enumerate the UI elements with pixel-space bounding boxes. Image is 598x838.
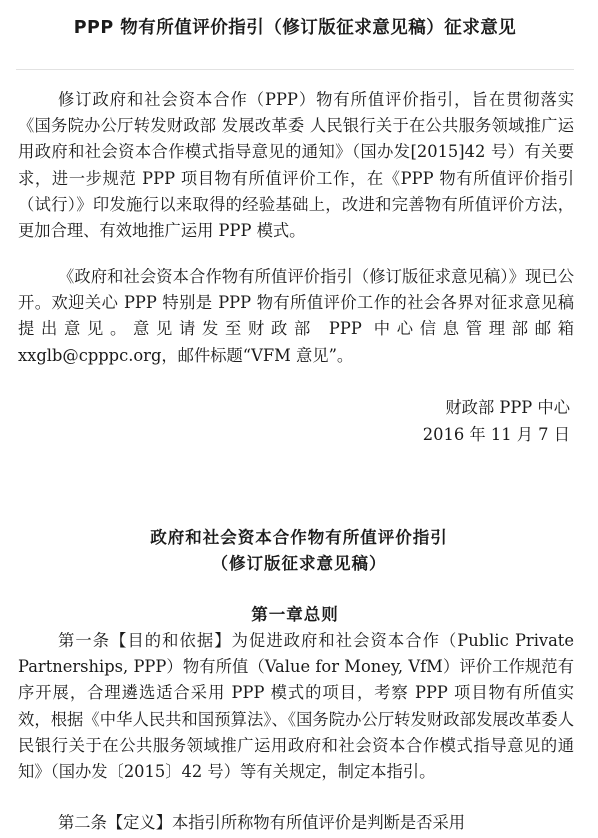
document-subtitle: （修订版征求意见稿） — [211, 554, 387, 573]
article-2 — [18, 810, 574, 836]
article-1-text: 为促进政府和社会资本合作（Public Private Partnerships, PPP）物有所值（Value for Money, VfM）评价工作规范有序开展，合理遴选适合采用 PPP 模式的项目，考察 PPP 项目物有所值实效，根据《中华人民共和国预算法》、《国务院办公厅转发财政部发展改革委人民银行关于在公共服务领域推广运用政府和社会资本合作模式指导意见的通知》（国办发〔2015〕42 号）等有关规定，制定本指引。 — [18, 631, 574, 782]
article-1-label: 第一条【目的和依据】 — [58, 631, 232, 650]
signature-date: 2016 年 11 月 7 日 — [422, 425, 570, 444]
article-2-label: 第二条【定义】 — [58, 813, 172, 832]
divider — [16, 69, 574, 70]
chapter-heading: 第一章总则 — [251, 605, 339, 624]
document-title: 政府和社会资本合作物有所值评价指引 — [150, 528, 448, 547]
page-title: PPP 物有所值评价指引（修订版征求意见稿）征求意见 — [73, 18, 517, 38]
signature-org: 财政部 PPP 中心 — [445, 398, 570, 417]
article-2-text: 本指引所称物有所值评价是判断是否采用 — [171, 813, 466, 832]
notice-paragraph-1: 修订政府和社会资本合作（PPP）物有所值评价指引，旨在贯彻落实《国务院办公厅转发财政部 发展改革委 人民银行关于在公共服务领域推广运用政府和社会资本合作模式指导意见的通知》（国办发[2015]42 号）有关要求，进一步规范 PPP 项目物有所值评价工作，在《PPP 物有所值评价指引（试行）》印发施行以来取得的经验基础上，改进和完善物有所值评价方法，更加合理、有效地推广运用 PPP 模式。 — [18, 90, 574, 241]
notice-paragraph-2: 《政府和社会资本合作物有所值评价指引（修订版征求意见稿）》现已公开。欢迎关心 PPP 特别是 PPP 物有所值评价工作的社会各界对征求意见稿提出意见。意见请发至财政部 PPP 中心信息管理部邮箱 xxglb@cpppc.org，邮件标题“VFM 意见”。 — [18, 267, 574, 365]
article-1 — [18, 628, 574, 785]
